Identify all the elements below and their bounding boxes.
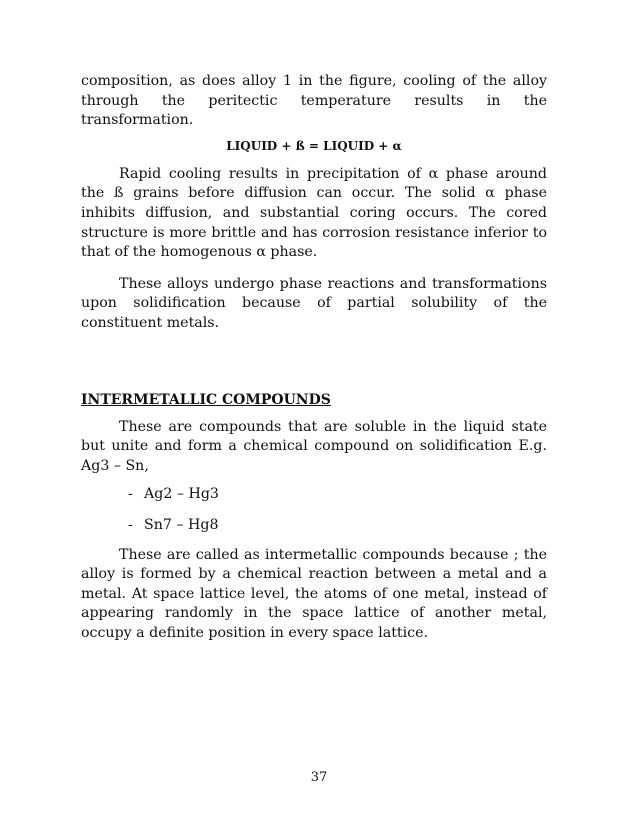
transformation-equation: LIQUID + ß = LIQUID + α — [226, 138, 402, 153]
paragraph-intermetallic-definition: These are compounds that are soluble in the liquid state but unite and form a chemical compound on solidification E.g. Ag3 – Sn, — [81, 418, 547, 474]
spacer — [81, 476, 547, 485]
list-item-text: Ag2 – Hg3 — [144, 486, 219, 503]
list-item-text: Sn7 – Hg8 — [144, 516, 219, 533]
list-item — [81, 485, 547, 505]
document-body — [81, 72, 547, 643]
list-item — [81, 516, 547, 536]
paragraph-phase-reactions: These alloys undergo phase reactions and transformations upon solidification because of partial solubility of the constituent metals. — [81, 275, 547, 331]
page-number: 37 — [310, 770, 328, 785]
list-marker: - — [128, 516, 133, 533]
spacer — [81, 505, 547, 516]
spacer — [81, 263, 547, 275]
spacer — [81, 334, 547, 391]
paragraph-composition: composition, as does alloy 1 in the figure, cooling of the alloy through the peritectic temperature results in the transformation. — [81, 73, 547, 129]
paragraph-intermetallic-explanation: These are called as intermetallic compounds because ; the alloy is formed by a chemical reaction between a metal and a metal. At space lattice level, the atoms of one metal, instead of appearing randomly in the space lattice of another metal, occupy a definite position in every space lattice. — [81, 546, 547, 641]
list-marker: - — [128, 486, 133, 503]
section-heading-intermetallic: INTERMETALLIC COMPOUNDS — [81, 391, 331, 408]
paragraph-rapid-cooling: Rapid cooling results in precipitation of α phase around the ß grains before diffusion can occur. The solid α phase inhibits diffusion, and substantial coring occurs. The cored structure is more brittle and has corrosion resistance inferior to that of the homogenous α phase. — [81, 165, 547, 261]
spacer — [81, 536, 547, 546]
